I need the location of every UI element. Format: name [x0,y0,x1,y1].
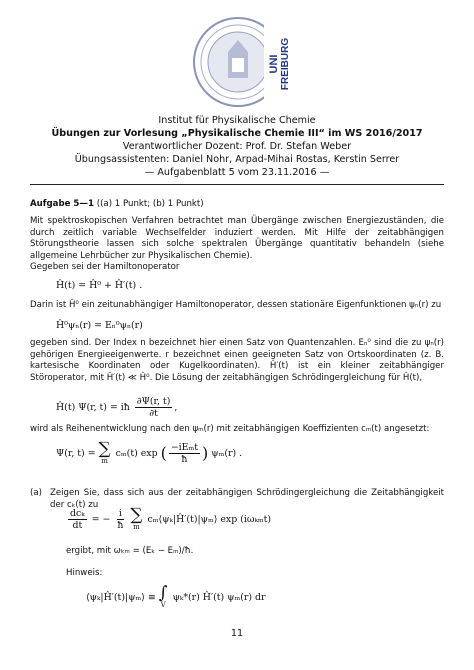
equation-schroedinger: Ĥ(t) Ψ(r, t) = iħ $\frac{\partial\Psi(r, t)}{\partial t}$ , [56,396,178,419]
eq3-fraction [135,396,173,419]
sum-symbol: ∑ m [98,439,111,465]
assistants-line: Übungsassistenten: Daniel Nohr, Arpad-Mihai Rostas, Kerstin Serrer [74,154,400,165]
eq4-right: ψₘ(r) . [211,448,243,459]
eq5-i-over-hbar [115,508,125,531]
eq6-left: ⟨ψₖ|Ĥ′(t)|ψₘ⟩ ≡ [86,592,156,603]
eq4-sum-index: m [101,457,108,465]
eq5-denominator: dt [72,520,83,531]
page-number: 11 [230,628,244,639]
institute-name: Institut für Physikalische Chemie [158,115,316,126]
task-heading [30,199,444,211]
course-title: Übungen zur Vorlesung „Physikalische Chemie III“ im WS 2016/2017 [51,128,423,139]
part-a-label: (a) [30,488,42,498]
lecturer-line: Verantwortlicher Dozent: Prof. Dr. Stefan Weber [122,141,352,152]
expansion-description: wird als Reihenentwicklung nach den ψₘ(r) mit zeitabhängigen Koeffizienten cₘ(t) angesetzt: [30,424,430,434]
eq4-left: Ψ(r, t) = [56,448,96,459]
eq5-sum-index: m [133,523,140,531]
integral-symbol: ∫ V [158,583,168,609]
eq4-numerator: −iEₘt [170,442,199,453]
h0-description: Darin ist Ĥ⁰ ein zeitunabhängiger Hamiltonoperator, dessen stationäre Eigenfunktionen ψₙ(r) zu [30,300,442,310]
header-divider [30,184,444,185]
eq5-fraction [68,508,87,531]
hint-label: Hinweis: [66,568,103,578]
sum-symbol: ∑ m [130,505,143,531]
equation-coefficient-derivative [66,505,272,531]
eq5-equals: = − [91,514,111,525]
eq6-integral-domain: V [160,601,166,609]
sheet-line: — Aufgabenblatt 5 vom 23.11.2016 — [144,167,330,178]
eq4-fraction [169,442,200,465]
equation-hamiltonian: Ĥ(t) = Ĥ⁰ + Ĥ′(t) . [56,280,143,291]
university-seal-logo [192,12,292,112]
eq5-hbar: ħ [117,520,124,531]
eq5-right: cₘ⟨ψₖ|Ĥ′(t)|ψₘ⟩ exp (iωₖₘt) [147,514,272,525]
index-description: gegeben sind. Der Index n bezeichnet hier einen Satz von Quantenzahlen. Eₙ⁰ sind die zu ψₙ(r) gehörigen Energieeigenwerte. r bezeichnet einen geeigneten Satz von Ortskoordinaten (z. B. kartesische Koordinaten oder Kugelkoordinaten). Ĥ′(t) ist ein kleiner zeitabhängiger Störoperator, mit Ĥ′(t) ≪ Ĥ⁰. Die Lösung der zeitabhängigen Schrödingergleichung für Ĥ(t), [30,338,444,383]
eq5-i: i [118,508,122,519]
eq3-left: Ĥ(t) Ψ(r, t) = iħ [56,402,130,413]
eq4-denominator: ħ [181,454,188,465]
part-a-text: Zeigen Sie, dass sich aus der zeitabhängigen Schrödingergleichung die Zeitabhängigkeit der cₖ(t) zu [50,488,444,510]
hamiltonian-intro: Gegeben sei der Hamiltonoperator [30,262,180,272]
eq3-denominator: ∂t [149,408,158,419]
eq3-numerator: ∂Ψ(r, t) [136,396,171,407]
task-intro: Mit spektroskopischen Verfahren betrachtet man Übergänge zwischen Energiezuständen, die durch zeitlich variable Wechselfelder induziert werden. Mit Hilfe der zeitabhängigen Störungstheorie lassen sich solche spektralen Übergänge quantitativ behandeln (siehe allgemeine Lehrbücher zur Physikalischen Chemie). [30,216,444,261]
equation-eigenvalue: Ĥ⁰ψₙ(r) = Eₙ⁰ψₙ(r) [56,320,143,331]
task-title: Aufgabe 5—1 [30,199,94,209]
equation-expansion: Ψ(r, t) = ∑ m cₘ(t) exp ( $\frac{\text{−iEₘt}}{ħ}$ ) ψₘ(r) . [56,439,243,465]
eq5-numerator: dcₖ [70,508,85,519]
equation-matrix-element [86,583,266,609]
eq4-mid: cₘ(t) exp [115,448,158,459]
task-points: ((a) 1 Punkt; (b) 1 Punkt) [96,199,204,209]
logo-text-freiburg: FREIBURG [280,37,291,91]
logo-text-uni: UNI [268,54,280,74]
omega-definition: ergibt, mit ωₖₘ = (Eₖ − Eₘ)/ħ. [66,546,194,556]
eq6-right: ψₖ*(r) Ĥ′(t) ψₘ(r) dr [172,592,266,603]
